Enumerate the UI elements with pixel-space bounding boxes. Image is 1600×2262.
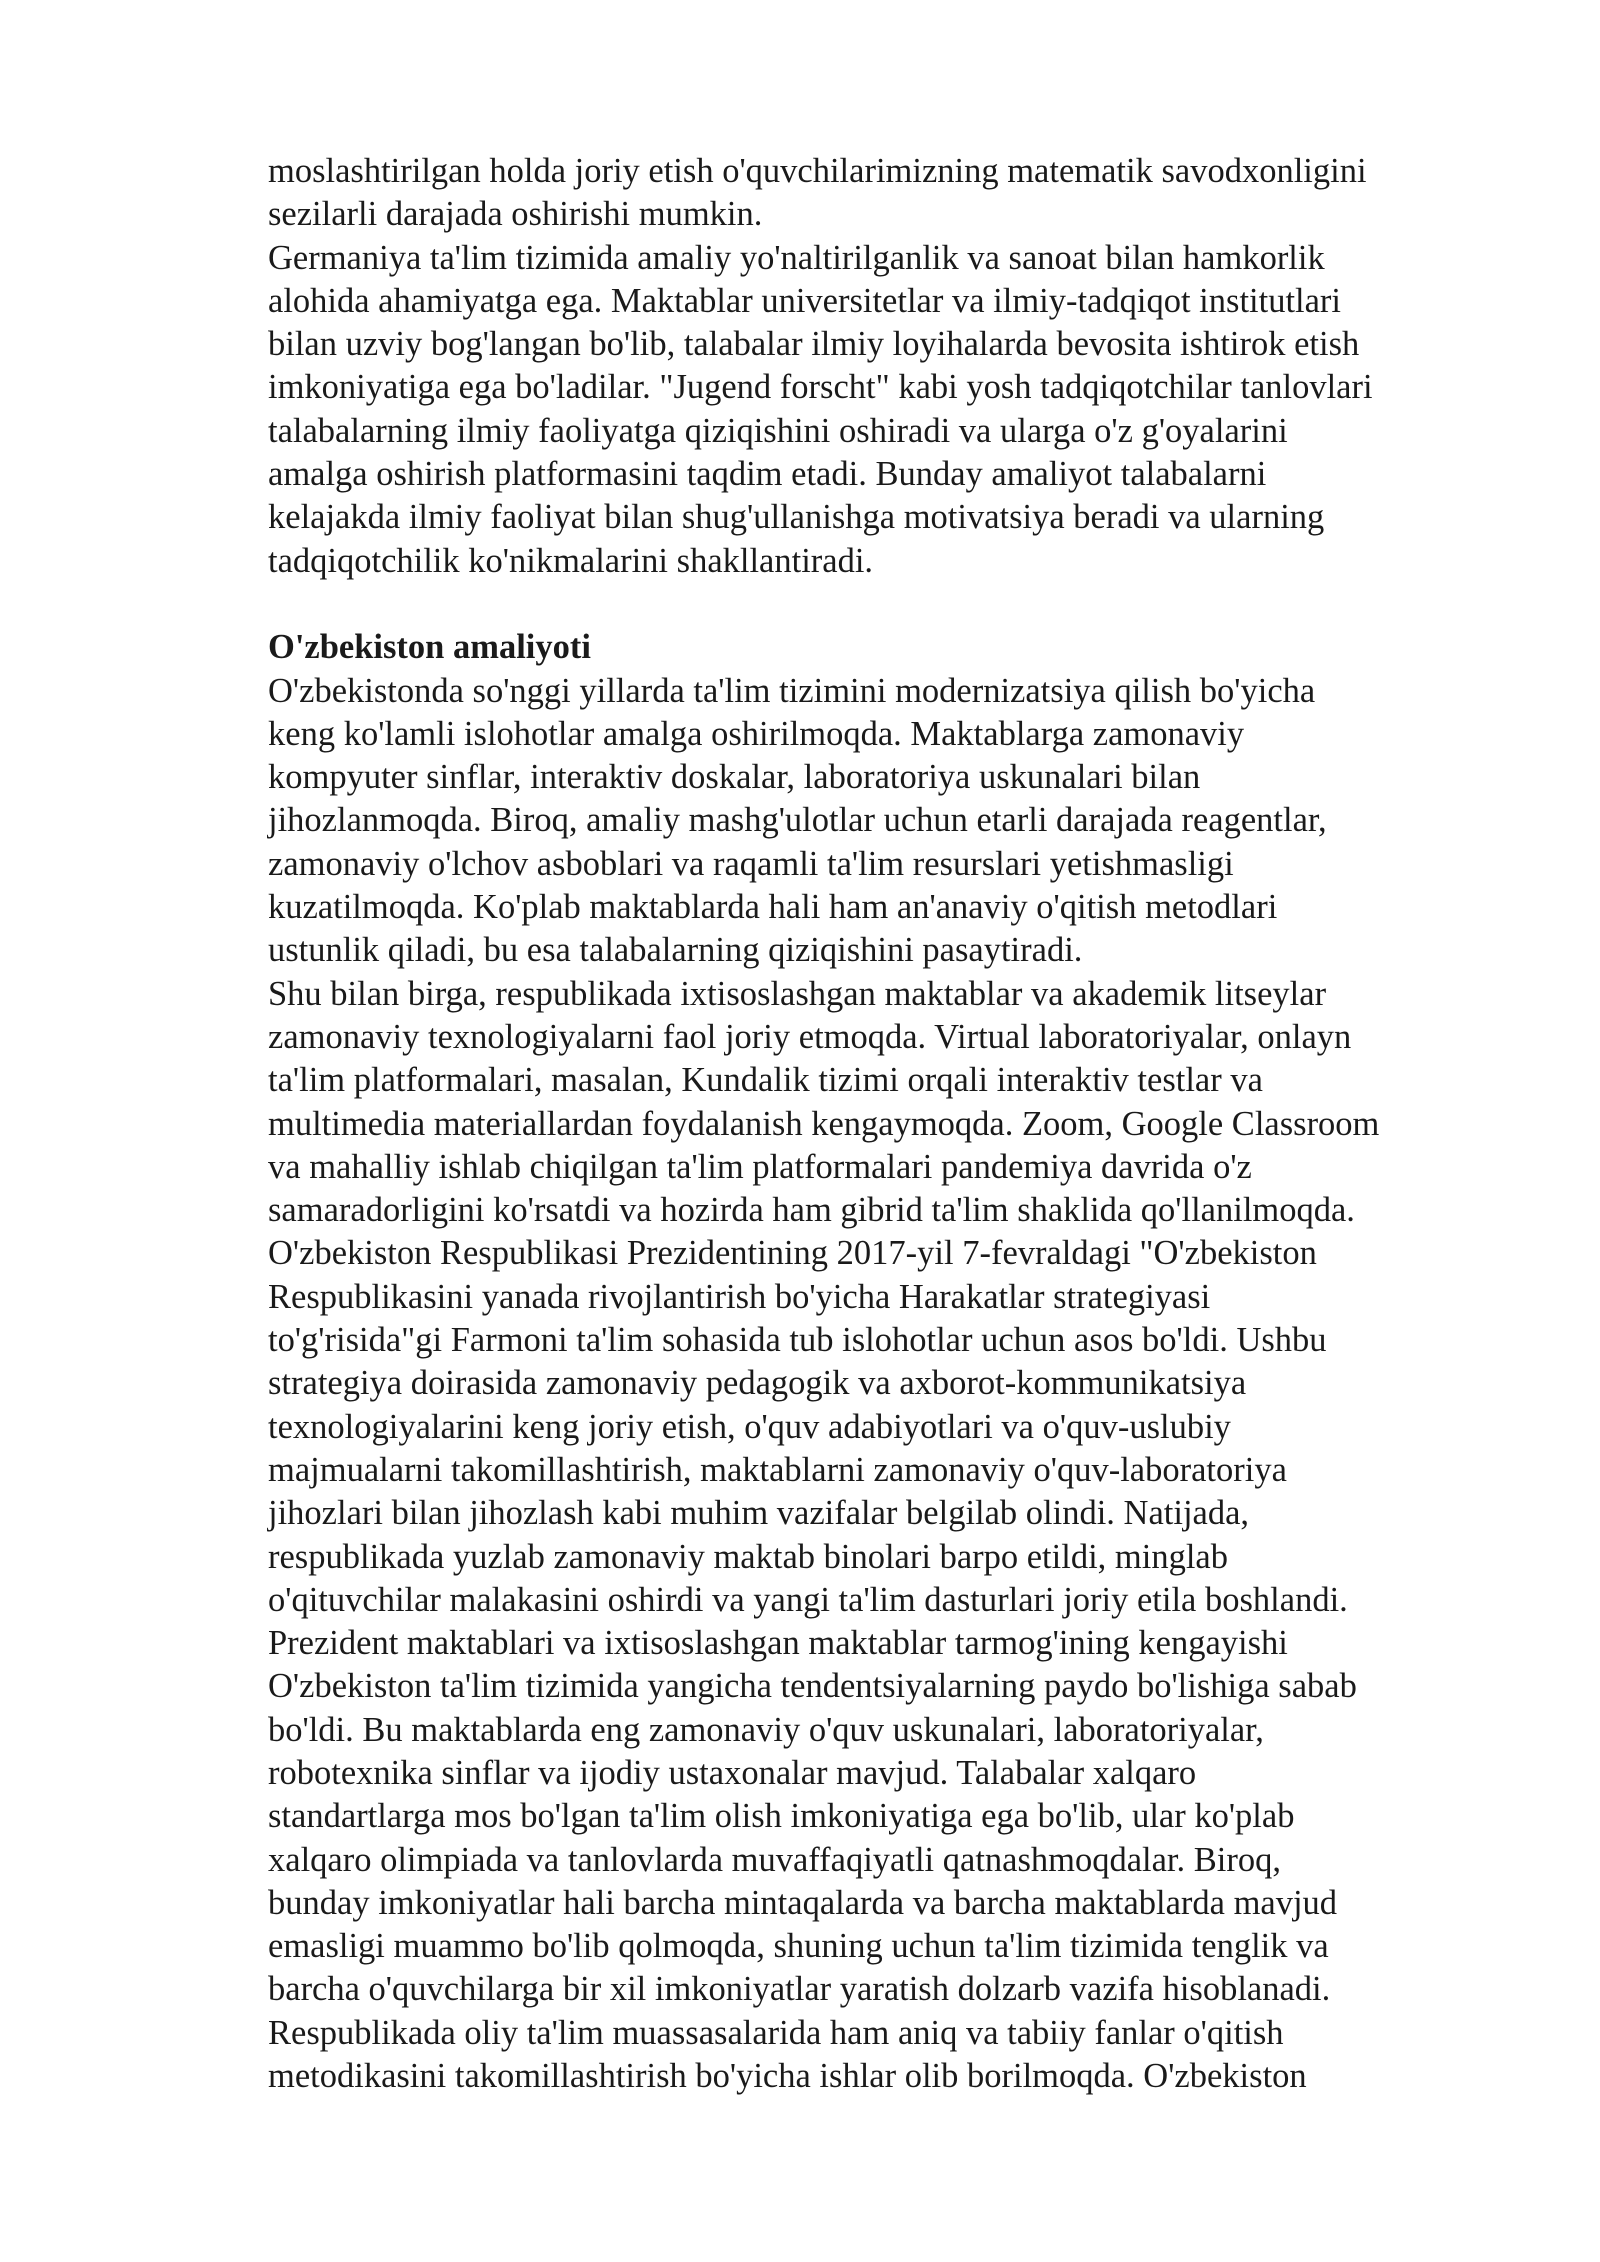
text-line: respublikada yuzlab zamonaviy maktab binolari barpo etildi, minglab <box>268 1537 1228 1576</box>
text-line: Shu bilan birga, respublikada ixtisoslashgan maktablar va akademik litseylar <box>268 974 1327 1013</box>
text-line: Respublikasini yanada rivojlantirish bo'yicha Harakatlar strategiyasi <box>268 1277 1211 1316</box>
text-line: O'zbekistonda so'nggi yillarda ta'lim tizimini modernizatsiya qilish bo'yicha <box>268 671 1316 710</box>
text-line: emasligi muammo bo'lib qolmoqda, shuning uchun ta'lim tizimida tenglik va <box>268 1927 1329 1966</box>
text-line: kuzatilmoqda. Ko'plab maktablarda hali ham an'anaviy o'qitish metodlari <box>268 888 1278 927</box>
text-line: moslashtirilgan holda joriy etish o'quvchilarimizning matematik savodxonligini <box>268 152 1367 190</box>
text-line: multimedia materiallardan foydalanish kengaymoqda. Zoom, Google Classroom <box>268 1104 1380 1143</box>
text-line: va mahalliy ishlab chiqilgan ta'lim platformalari pandemiya davrida o'z <box>268 1147 1252 1186</box>
text-line: imkoniyatiga ega bo'ladilar. "Jugend forscht" kabi yosh tadqiqotchilar tanlovlari <box>268 368 1373 407</box>
text-line: alohida ahamiyatga ega. Maktablar universitetlar va ilmiy-tadqiqot institutlari <box>268 281 1342 320</box>
text-line: bunday imkoniyatlar hali barcha mintaqalarda va barcha maktablarda mavjud <box>268 1883 1338 1922</box>
text-line: o'qituvchilar malakasini oshirdi va yangi ta'lim dasturlari joriy etila boshlandi. <box>268 1580 1348 1619</box>
blank-line <box>268 583 1498 626</box>
document-body <box>268 150 1498 2098</box>
text-line: standartlarga mos bo'lgan ta'lim olish imkoniyatiga ega bo'lib, ular ko'plab <box>268 1797 1295 1836</box>
text-line: tadqiqotchilik ko'nikmalarini shakllantiradi. <box>268 541 874 580</box>
text-line: zamonaviy o'lchov asboblari va raqamli ta'lim resurslari yetishmasligi <box>268 844 1234 883</box>
text-line: jihozlanmoqda. Biroq, amaliy mashg'ulotlar uchun etarli darajada reagentlar, <box>268 801 1327 840</box>
text-line: kelajakda ilmiy faoliyat bilan shug'ullanishga motivatsiya beradi va ularning <box>268 498 1325 537</box>
text-line: Prezident maktablari va ixtisoslashgan maktablar tarmog'ining kengayishi <box>268 1624 1288 1663</box>
text-line: ta'lim platformalari, masalan, Kundalik tizimi orqali interaktiv testlar va <box>268 1061 1263 1100</box>
text-line: zamonaviy texnologiyalarni faol joriy etmoqda. Virtual laboratoriyalar, onlayn <box>268 1017 1352 1056</box>
text-line: sezilarli darajada oshirishi mumkin. <box>268 195 763 234</box>
text-line: metodikasini takomillashtirish bo'yicha ishlar olib borilmoqda. O'zbekiston <box>268 2057 1307 2096</box>
text-line: talabalarning ilmiy faoliyatga qiziqishini oshiradi va ularga o'z g'oyalarini <box>268 411 1288 450</box>
text-line: majmualarni takomillashtirish, maktablarni zamonaviy o'quv-laboratoriya <box>268 1450 1287 1489</box>
text-line: to'g'risida"gi Farmoni ta'lim sohasida tub islohotlar uchun asos bo'ldi. Ushbu <box>268 1321 1327 1360</box>
text-line: barcha o'quvchilarga bir xil imkoniyatlar yaratish dolzarb vazifa hisoblanadi. <box>268 1970 1331 2009</box>
text-line: keng ko'lamli islohotlar amalga oshirilmoqda. Maktablarga zamonaviy <box>268 714 1245 753</box>
text-line: amalga oshirish platformasini taqdim etadi. Bunday amaliyot talabalarni <box>268 455 1267 494</box>
text-line: xalqaro olimpiada va tanlovlarda muvaffaqiyatli qatnashmoqdalar. Biroq, <box>268 1840 1281 1879</box>
paragraph-block-uzbekistan <box>268 670 1498 2099</box>
text-line: jihozlari bilan jihozlash kabi muhim vazifalar belgilab olindi. Natijada, <box>268 1494 1250 1533</box>
text-line: samaradorligini ko'rsatdi va hozirda ham gibrid ta'lim shaklida qo'llanilmoqda. <box>268 1191 1355 1230</box>
text-line: O'zbekiston Respublikasi Prezidentining 2017-yil 7-fevraldagi "O'zbekiston <box>268 1234 1317 1273</box>
text-line: Germaniya ta'lim tizimida amaliy yo'naltirilganlik va sanoat bilan hamkorlik <box>268 238 1325 277</box>
text-line: ustunlik qiladi, bu esa talabalarning qiziqishini pasaytiradi. <box>268 931 1083 970</box>
paragraph-block-germany <box>268 150 1498 583</box>
text-line: strategiya doirasida zamonaviy pedagogik va axborot-kommunikatsiya <box>268 1364 1247 1403</box>
text-line: kompyuter sinflar, interaktiv doskalar, laboratoriya uskunalari bilan <box>268 758 1201 797</box>
text-line: robotexnika sinflar va ijodiy ustaxonalar mavjud. Talabalar xalqaro <box>268 1753 1197 1792</box>
text-line: bo'ldi. Bu maktablarda eng zamonaviy o'quv uskunalari, laboratoriyalar, <box>268 1710 1264 1749</box>
section-heading: O'zbekiston amaliyoti <box>268 628 591 667</box>
text-line: O'zbekiston ta'lim tizimida yangicha tendentsiyalarning paydo bo'lishiga sabab <box>268 1667 1357 1706</box>
text-line: texnologiyalarini keng joriy etish, o'quv adabiyotlari va o'quv-uslubiy <box>268 1407 1231 1446</box>
text-line: Respublikada oliy ta'lim muassasalarida ham aniq va tabiiy fanlar o'qitish <box>268 2013 1284 2052</box>
text-line: bilan uzviy bog'langan bo'lib, talabalar ilmiy loyihalarda bevosita ishtirok etish <box>268 325 1360 364</box>
